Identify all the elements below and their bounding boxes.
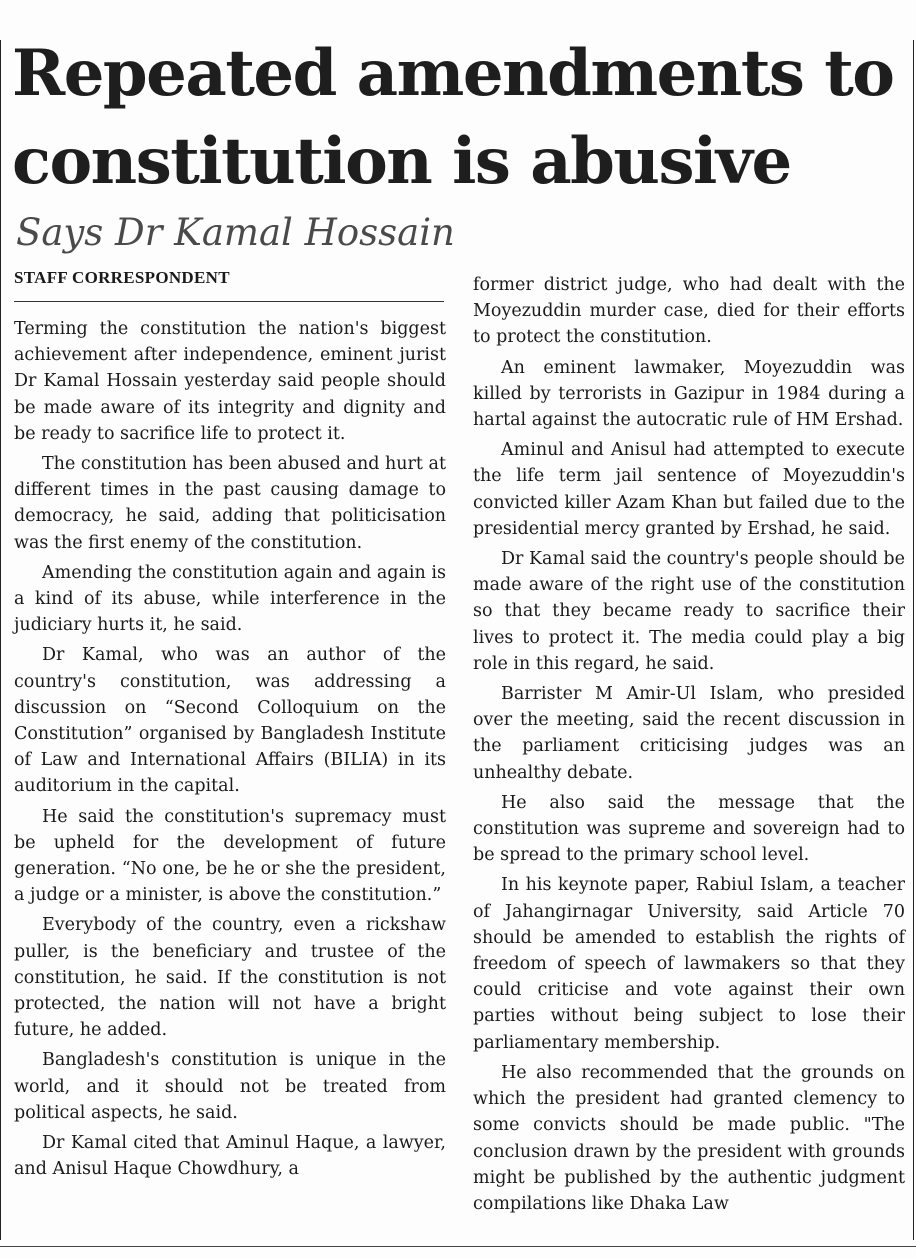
paragraph: Everybody of the country, even a rickshaw puller, is the beneficiary and trustee of the constitution, he said. If the constitution is not protected, the nation will not have a bright future, he added. [14,915,446,1041]
paragraph: former district judge, who had dealt with the Moyezuddin murder case, died for their efforts to protect the constitution. [473,275,905,348]
paragraph: The constitution has been abused and hurt at different times in the past causing damage to democracy, he said, adding that politicisation was the first enemy of the constitution. [14,454,446,553]
paragraph: He also said the message that the constitution was supreme and sovereign had to be spread to the primary school level. [473,792,905,866]
page-edge-left [0,40,1,1240]
paragraph: Dr Kamal cited that Aminul Haque, a lawyer, and Anisul Haque Chowdhury, a [14,1133,446,1180]
paragraph: An eminent lawmaker, Moyezuddin was killed by terrorists in Gazipur in 1984 during a hartal against the autocratic rule of HM Ershad. [473,357,905,431]
paragraph: Dr Kamal, who was an author of the country's constitution, was addressing a discussion on “Second Colloquium on the Constitution” organised by Bangladesh Institute of Law and International Affairs (BILIA) in its auditorium in the capital. [14,645,446,797]
page-edge-right [913,40,914,1240]
paragraph: He said the constitution's supremacy must be upheld for the development of future generation. “No one, be he or she the president, a judge or a minister, is above the constitution.” [14,806,446,906]
paragraph: Amending the constitution again and again is a kind of its abuse, while interference in the judiciary hurts it, he said. [14,562,446,636]
article-column-right [473,272,905,1221]
paragraph: Bangladesh's constitution is unique in the world, and it should not be treated from political aspects, he said. [14,1050,446,1123]
headline: Repeated amendments to constitution is abusive [12,36,894,199]
paragraph: He also recommended that the grounds on which the president had granted clemency to some convicts should be made public. "The conclusion drawn by the president with grounds might be published by the authentic judgment compilations like Dhaka Law [473,1062,905,1214]
bottom-border [0,1246,916,1247]
byline: STAFF CORRESPONDENT [14,268,230,287]
subheadline: Says Dr Kamal Hossain [16,211,455,254]
paragraph: Dr Kamal said the country's people should be made aware of the right use of the constitution so that they became ready to sacrifice their lives to protect it. The media could play a big role in this regard, he said. [473,549,905,674]
paragraph: In his keynote paper, Rabiul Islam, a teacher of Jahangirnagar University, said Article 70 should be amended to establish the rights of freedom of speech of lawmakers so that they could criticise and vote against their own parties without being subject to lose their parliamentary membership. [473,875,905,1053]
article-column-left [14,316,446,1187]
paragraph: Terming the constitution the nation's biggest achievement after independence, eminent jurist Dr Kamal Hossain yesterday said people should be made aware of its integrity and dignity and be ready to sacrifice life to protect it. [14,319,446,444]
paragraph: Aminul and Anisul had attempted to execute the life term jail sentence of Moyezuddin's convicted killer Azam Khan but failed due to the presidential mercy granted by Ershad, he said. [473,440,905,539]
byline-divider [14,301,444,302]
paragraph: Barrister M Amir-Ul Islam, who presided over the meeting, said the recent discussion in the parliament criticising judges was an unhealthy debate. [473,684,905,783]
